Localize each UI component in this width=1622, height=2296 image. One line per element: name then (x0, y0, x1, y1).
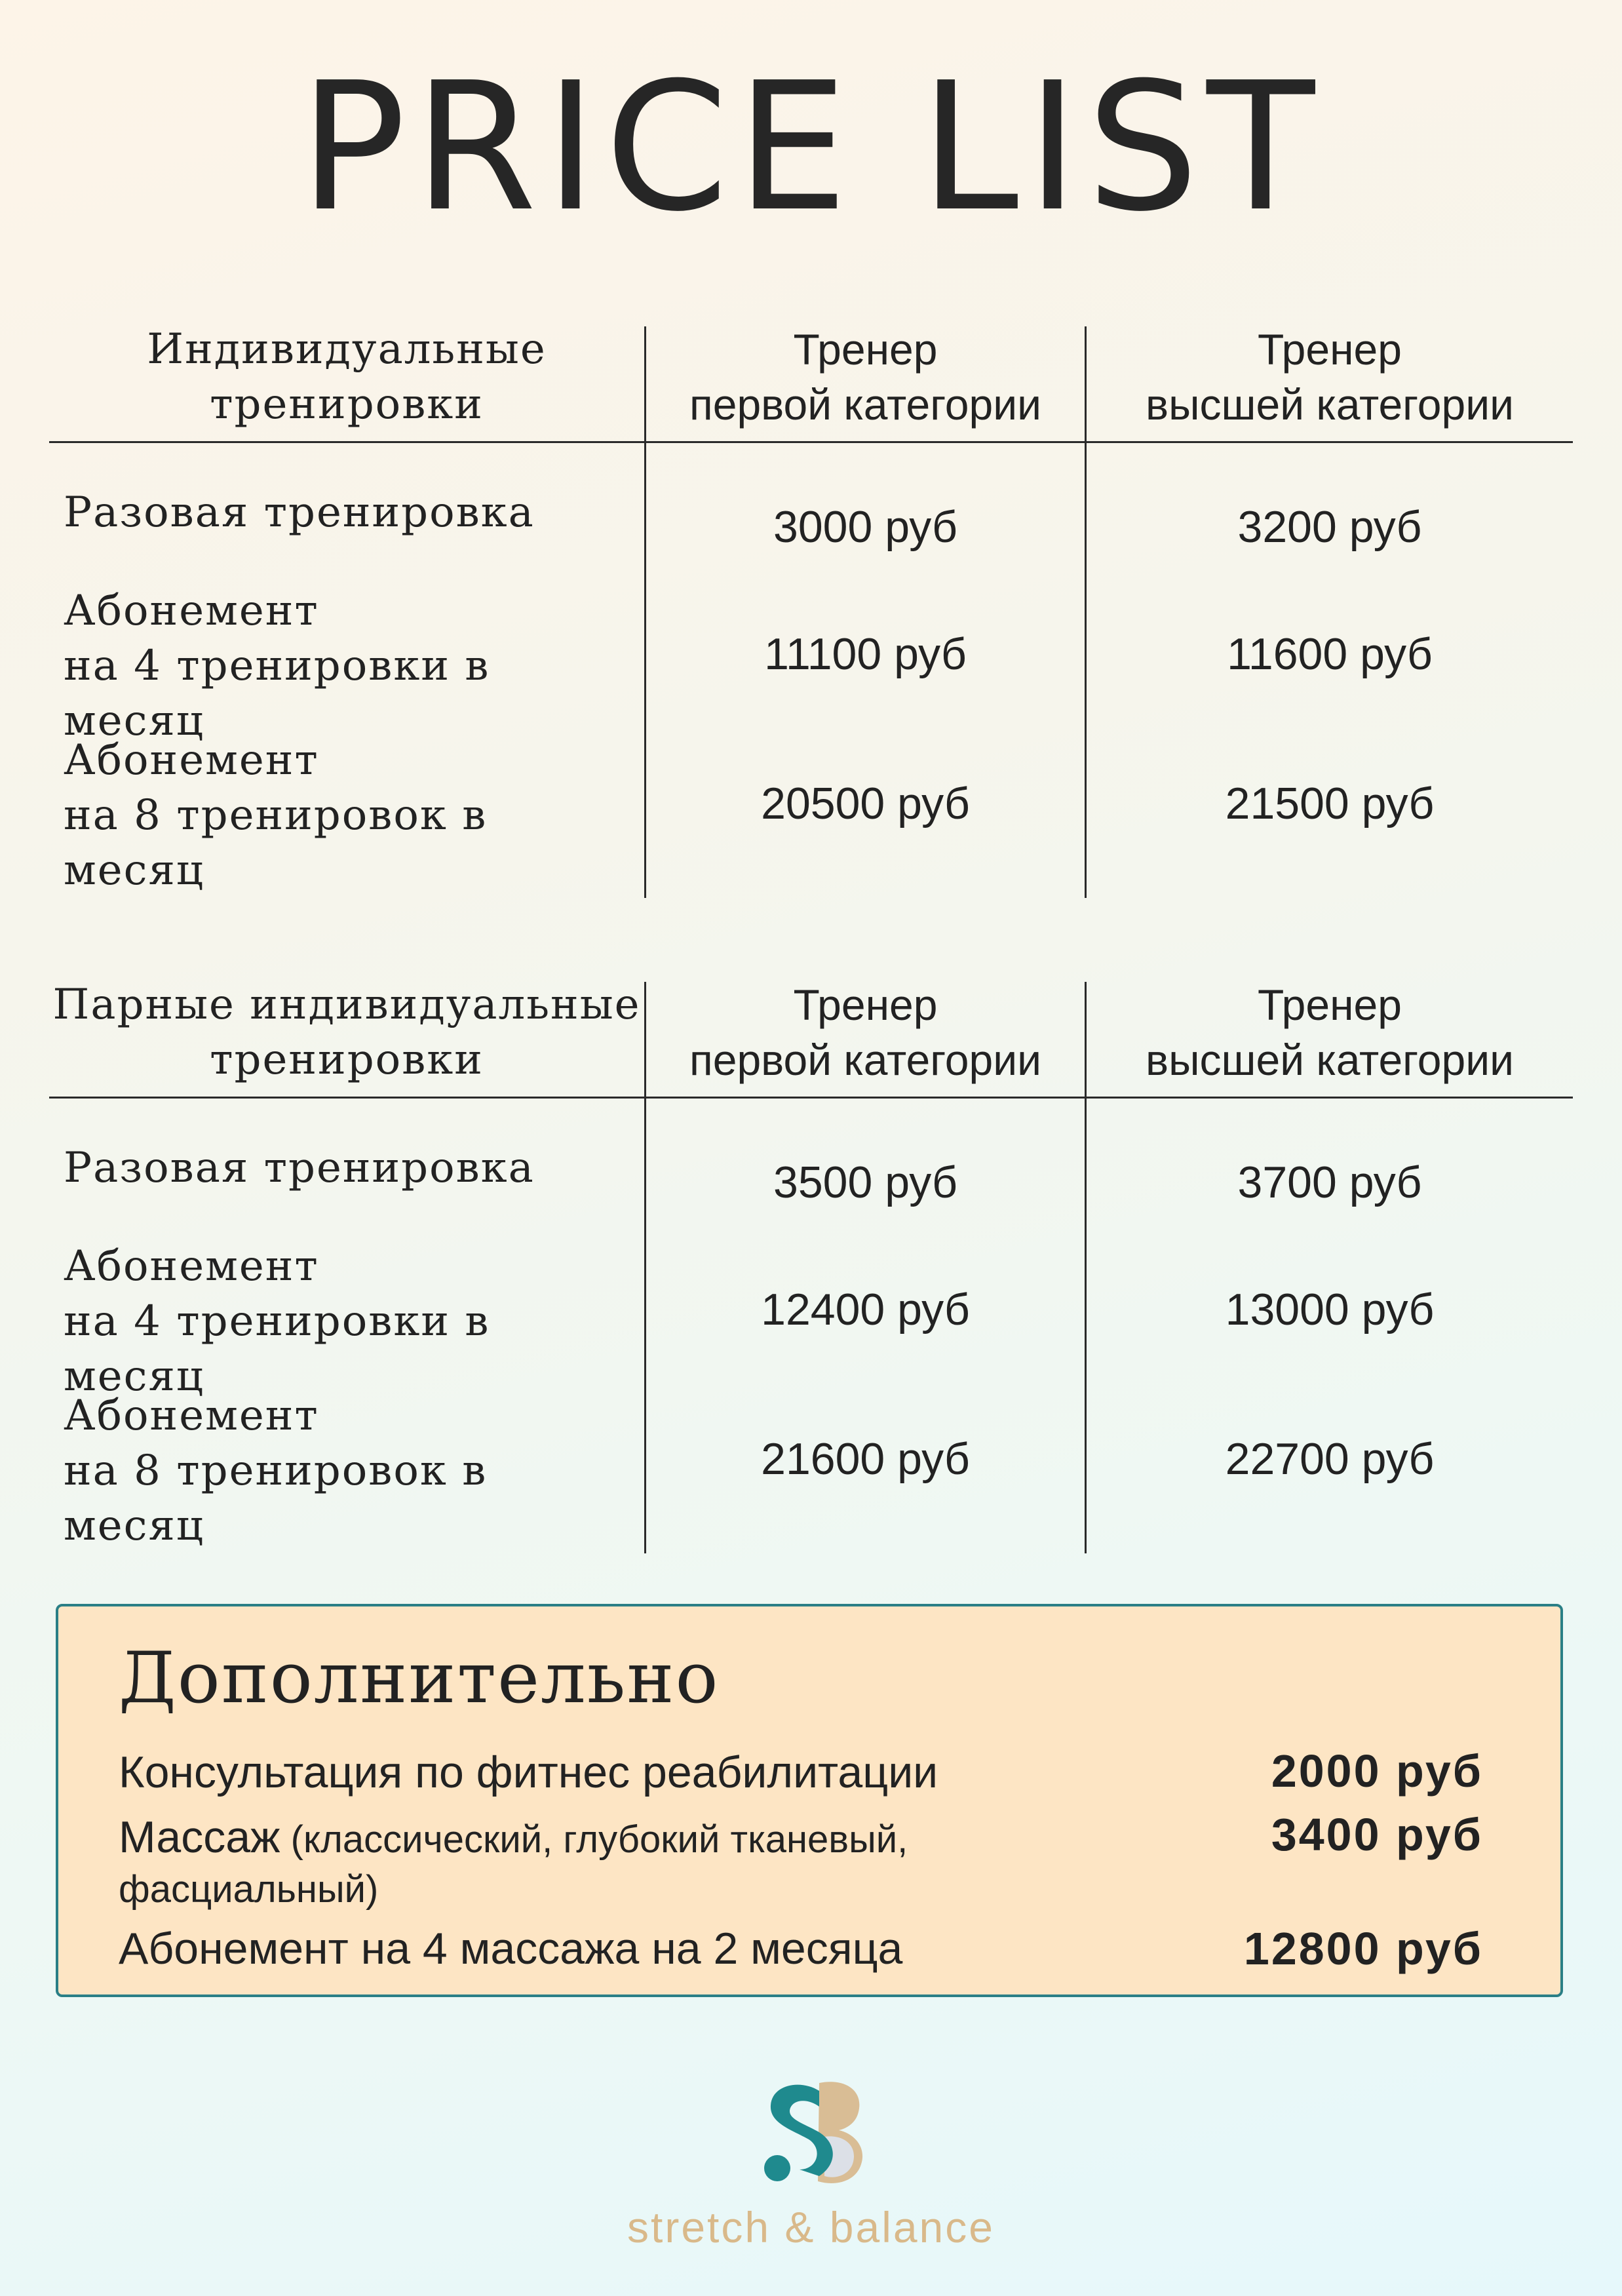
price-first-category: 20500 руб (761, 779, 970, 828)
column-header-top-category: Тренер высшей категории (1146, 325, 1514, 429)
service-item-label: Абонемент на 4 массажа на 2 месяца (119, 1924, 903, 1974)
row-label: Разовая тренировка (64, 488, 535, 537)
price-first-category: 3000 руб (773, 502, 957, 552)
logo-dot (764, 2155, 790, 2181)
brand-name: stretch & balance (627, 2203, 995, 2251)
row-label: Абонемент на 4 тренировки в месяц (64, 1242, 490, 1401)
row-label: Разовая тренировка (64, 1144, 535, 1192)
service-item-note: (классический, глубокий тканевый, фасциальный) (119, 1818, 908, 1911)
column-header-top-category: Тренер высшей категории (1146, 981, 1514, 1084)
column-header-first-category: Тренер первой категории (689, 981, 1041, 1084)
price-table-pair (49, 977, 1573, 1553)
row-label: Абонемент на 8 тренировок в месяц (64, 736, 488, 895)
service-item-price: 2000 руб (1271, 1745, 1483, 1797)
additional-services-title: Дополнительно (119, 1637, 720, 1719)
price-top-category: 13000 руб (1225, 1285, 1435, 1334)
service-item-label: Массаж (классический, глубокий тканевый, фасциальный) (119, 1812, 908, 1911)
price-top-category: 3700 руб (1237, 1158, 1422, 1207)
header-divider (49, 441, 1573, 443)
service-item-price: 3400 руб (1271, 1809, 1483, 1860)
service-item-label: Консультация по фитнес реабилитации (119, 1747, 938, 1797)
column-header-first-category: Тренер первой категории (689, 325, 1041, 429)
header-divider (49, 1097, 1573, 1099)
page-title: PRICE LIST (299, 44, 1323, 250)
price-top-category: 21500 руб (1225, 779, 1435, 828)
additional-services-box (56, 1604, 1563, 1997)
table-header-label: Парные индивидуальные тренировки (52, 981, 641, 1084)
row-label: Абонемент на 4 тренировки в месяц (64, 587, 490, 745)
service-item-price: 12800 руб (1243, 1923, 1483, 1974)
price-first-category: 21600 руб (761, 1434, 970, 1484)
price-top-category: 3200 руб (1237, 502, 1422, 552)
price-top-category: 11600 руб (1227, 629, 1433, 679)
price-first-category: 12400 руб (761, 1285, 970, 1334)
table-header-label: Индивидуальные тренировки (147, 325, 547, 429)
price-top-category: 22700 руб (1225, 1434, 1435, 1484)
price-first-category: 3500 руб (773, 1158, 957, 1207)
stretch-and-balance-logo (741, 2071, 885, 2189)
price-table-individual (49, 321, 1573, 898)
price-first-category: 11100 руб (764, 629, 967, 679)
row-label: Абонемент на 8 тренировок в месяц (64, 1391, 488, 1550)
